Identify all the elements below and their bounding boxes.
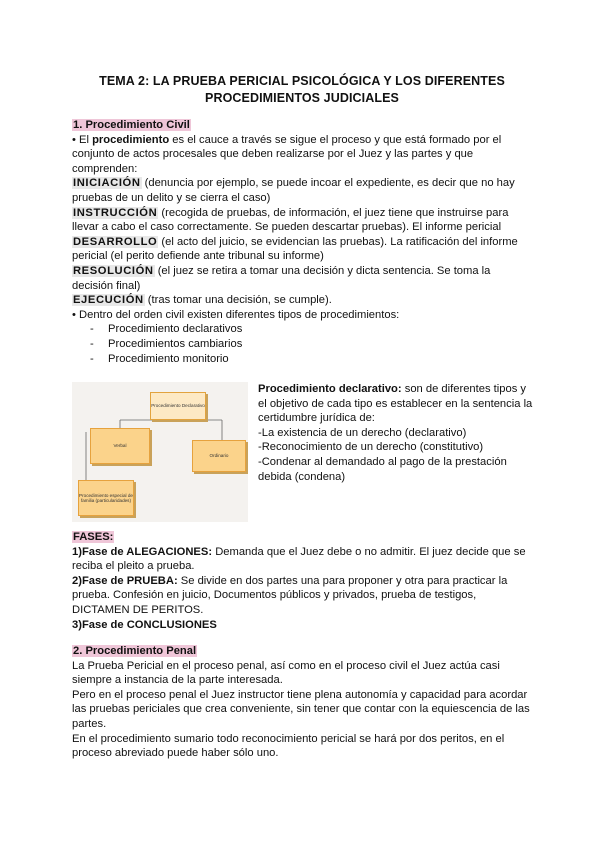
procedure-list <box>72 322 534 366</box>
penal-paragraph-3: En el procedimiento sumario todo reconocimiento pericial se hará por dos peritos, en el proceso abreviado puede haber sólo uno. <box>72 732 505 760</box>
phase-term: DESARROLLO <box>73 235 158 248</box>
phase-instruccion <box>72 206 534 235</box>
section-heading-penal: 2. Procedimiento Penal <box>73 645 197 657</box>
declarativo-description <box>258 382 534 484</box>
phase-term: INSTRUCCIÓN <box>73 206 158 219</box>
phase-desarrollo <box>72 235 534 264</box>
phase-text: (tras tomar una decisión, se cumple). <box>144 294 332 307</box>
phase-resolucion <box>72 264 534 293</box>
intro-bold: procedimiento <box>92 133 170 146</box>
section-penal <box>72 644 534 761</box>
section-civil <box>72 118 534 366</box>
section-fases <box>72 530 534 632</box>
fase-3 <box>72 618 534 633</box>
fases-heading: FASES: <box>73 531 114 543</box>
declarativo-intro <box>258 382 534 426</box>
orden-civil-line: • Dentro del orden civil existen diferentes tipos de procedimientos: <box>72 308 400 321</box>
phase-text: (recogida de pruebas, de información, el juez tiene que instruirse para llevar a cabo el caso correctamente. Se pueden descartar pruebas). El informe pericial <box>72 206 509 234</box>
diagram-node-declarativo: Procedimiento Declarativo <box>150 392 206 420</box>
fase-term: 2)Fase de PRUEBA: <box>72 574 178 587</box>
fase-term: 1)Fase de ALEGACIONES: <box>72 545 213 558</box>
title-line-2: PROCEDIMIENTOS JUDICIALES <box>205 91 399 105</box>
list-item: - Procedimiento monitorio <box>72 352 534 367</box>
penal-paragraph-1: La Prueba Pericial en el proceso penal, así como en el proceso civil el Juez actúa casi siempre a instancia de la parte interesada. <box>72 659 500 687</box>
fase-2 <box>72 574 534 618</box>
document-title <box>72 73 532 107</box>
title-line-1: TEMA 2: LA PRUEBA PERICIAL PSICOLÓGICA Y LOS DIFERENTES <box>99 74 505 88</box>
phase-ejecucion <box>72 293 534 308</box>
declarativo-term: Procedimiento declarativo: <box>258 383 402 395</box>
intro-rest: es el cauce a través se sigue el proceso y que está formado por el conjunto de actos procesales que deben realizarse por el Juez y las partes y que comprenden: <box>72 133 502 175</box>
phase-text: (el juez se retira a tomar una decisión y dicta sentencia. Se toma la decisión final) <box>72 264 491 292</box>
procedure-diagram <box>72 382 248 522</box>
phase-term: RESOLUCIÓN <box>73 264 154 277</box>
declarativo-text: son de diferentes tipos y el objetivo de cada tipo es establecer en la sentencia la certidumbre jurídica de: <box>258 383 533 425</box>
list-item: - Procedimientos cambiarios <box>72 337 534 352</box>
fase-text: Se divide en dos partes una para proponer y otra para practicar la prueba. Confesión en juicio, Documentos públicos y privados, prueba de testigos, DICTAMEN DE PERITOS. <box>72 574 508 616</box>
phase-term: EJECUCIÓN <box>73 294 144 307</box>
diagram-node-familia: Procedimiento especial de familia (particularidades) <box>78 480 134 516</box>
phase-text: (el acto del juicio, se evidencian las pruebas). La ratificación del informe pericial (el perito defiende ante tribunal su informe) <box>72 235 518 263</box>
declarativo-item: -La existencia de un derecho (declarativo) <box>258 426 467 439</box>
penal-paragraph-2: Pero en el proceso penal el Juez instructor tiene plena autonomía y capacidad para acordar las pruebas periciales que crea conveniente, sin tener que contar con la equiescencia de las partes. <box>72 688 530 730</box>
diagram-node-ordinario: Ordinario <box>192 440 246 472</box>
phase-text: (denuncia por ejemplo, se puede incoar el expediente, es decir que no hay pruebas de un delito y se cierra el caso) <box>72 177 515 204</box>
fase-term: 3)Fase de CONCLUSIONES <box>72 618 217 631</box>
phase-iniciacion <box>72 176 534 205</box>
list-item: - Procedimiento declarativos <box>72 322 534 337</box>
declarativo-item: -Reconocimiento de un derecho (constitutivo) <box>258 441 484 454</box>
diagram-node-verbal: Verbal <box>90 428 150 464</box>
section-heading-civil: 1. Procedimiento Civil <box>73 119 190 131</box>
declarativo-item: -Condenar al demandado al pago de la prestación debida (condena) <box>258 455 507 483</box>
intro-paragraph <box>72 133 534 177</box>
fase-1 <box>72 545 534 574</box>
fase-text: Demanda que el Juez debe o no admitir. El juez decide que se reciba el pleito a prueba. <box>72 545 526 573</box>
phase-term: INICIACIÓN <box>73 177 141 190</box>
intro-prefix: • El <box>72 133 93 146</box>
